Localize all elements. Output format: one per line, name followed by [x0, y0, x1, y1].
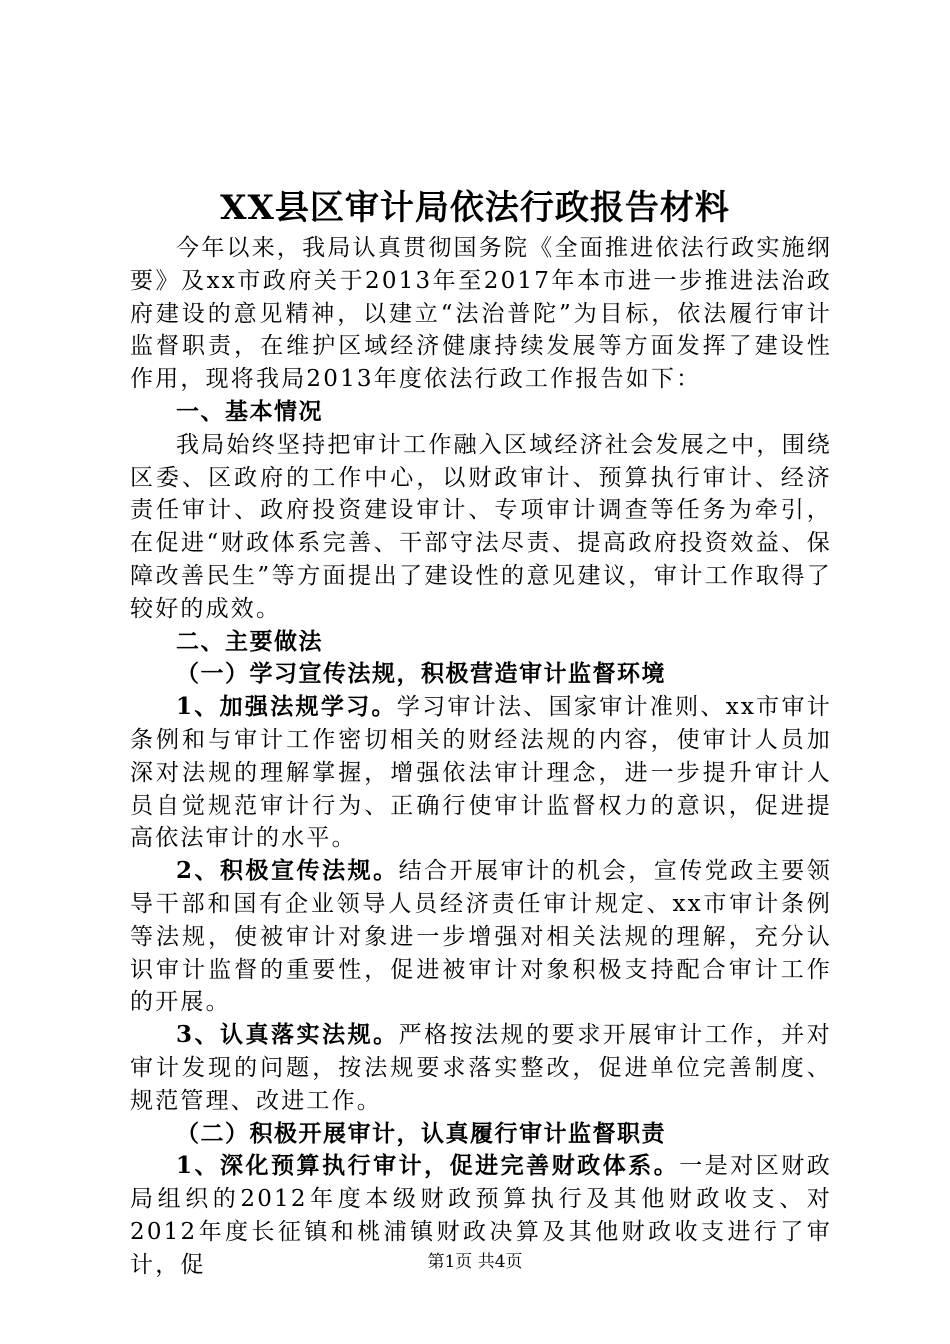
item-paragraph [130, 855, 832, 1019]
item-lead: 1、加强法规学习。 [176, 693, 397, 721]
item-text: 结合开展审计的机会，宣传党政主要领导干部和国有企业领导人员经济责任审计规定、xx市审计条例等法规，使被审计对象进一步增强对相关法规的理解，充分认识审计监督的重要性，促进被审计对象积极支持配合审计工作的开展。 [130, 858, 832, 1016]
item-text: 一是对区财政局组织的2012年度本级财政预算执行及其他财政收支、对2012年度长征镇和桃浦镇财政决算及其他财政收支进行了审计，促 [130, 1153, 832, 1278]
item-lead: 2、积极宣传法规。 [176, 857, 399, 885]
page-number-footer: 第1页 共4页 [427, 1252, 523, 1272]
item-text: 严格按法规的要求开展审计工作，并对审计发现的问题，按法规要求落实整改，促进单位完善制度、规范管理、改进工作。 [130, 1022, 832, 1114]
section-basic-paragraph: 我局始终坚持把审计工作融入区域经济社会发展之中，围绕区委、区政府的工作中心，以财政审计、预算执行审计、经济责任审计、政府投资建设审计、专项审计调查等任务为牵引，在促进“财政体系完善、干部守法尽责、提高政府投资效益、保障改善民生”等方面提出了建设性的意见建议，审计工作取得了较好的成效。 [130, 431, 832, 622]
intro-paragraph: 今年以来，我局认真贯彻国务院《全面推进依法行政实施纲要》及xx市政府关于2013年至2017年本市进一步推进法治政府建设的意见精神，以建立“法治普陀”为目标，依法履行审计监督职责，在维护区域经济健康持续发展等方面发挥了建设性作用，现将我局2013年度依法行政工作报告如下： [130, 235, 832, 393]
document-body [130, 232, 832, 1282]
subsection-heading-1: （一）学习宣传法规，积极营造审计监督环境 [176, 660, 666, 688]
item-paragraph [130, 691, 832, 855]
item-lead: 1、深化预算执行审计，促进完善财政体系。 [176, 1152, 680, 1180]
item-paragraph [130, 1019, 832, 1117]
section-heading-methods: 二、主要做法 [176, 627, 323, 655]
document-title: XX县区审计局依法行政报告材料 [220, 188, 730, 228]
section-heading-basic: 一、基本情况 [176, 397, 323, 425]
item-lead: 3、认真落实法规。 [176, 1021, 399, 1049]
item-text: 学习审计法、国家审计准则、xx市审计条例和与审计工作密切相关的财经法规的内容，使审计人员加深对法规的理解掌握，增强依法审计理念，进一步提升审计人员自觉规范审计行为、正确行使审计监督权力的意识，促进提高依法审计的水平。 [130, 694, 832, 852]
subsection-heading-2: （二）积极开展审计，认真履行审计监督职责 [176, 1119, 666, 1147]
